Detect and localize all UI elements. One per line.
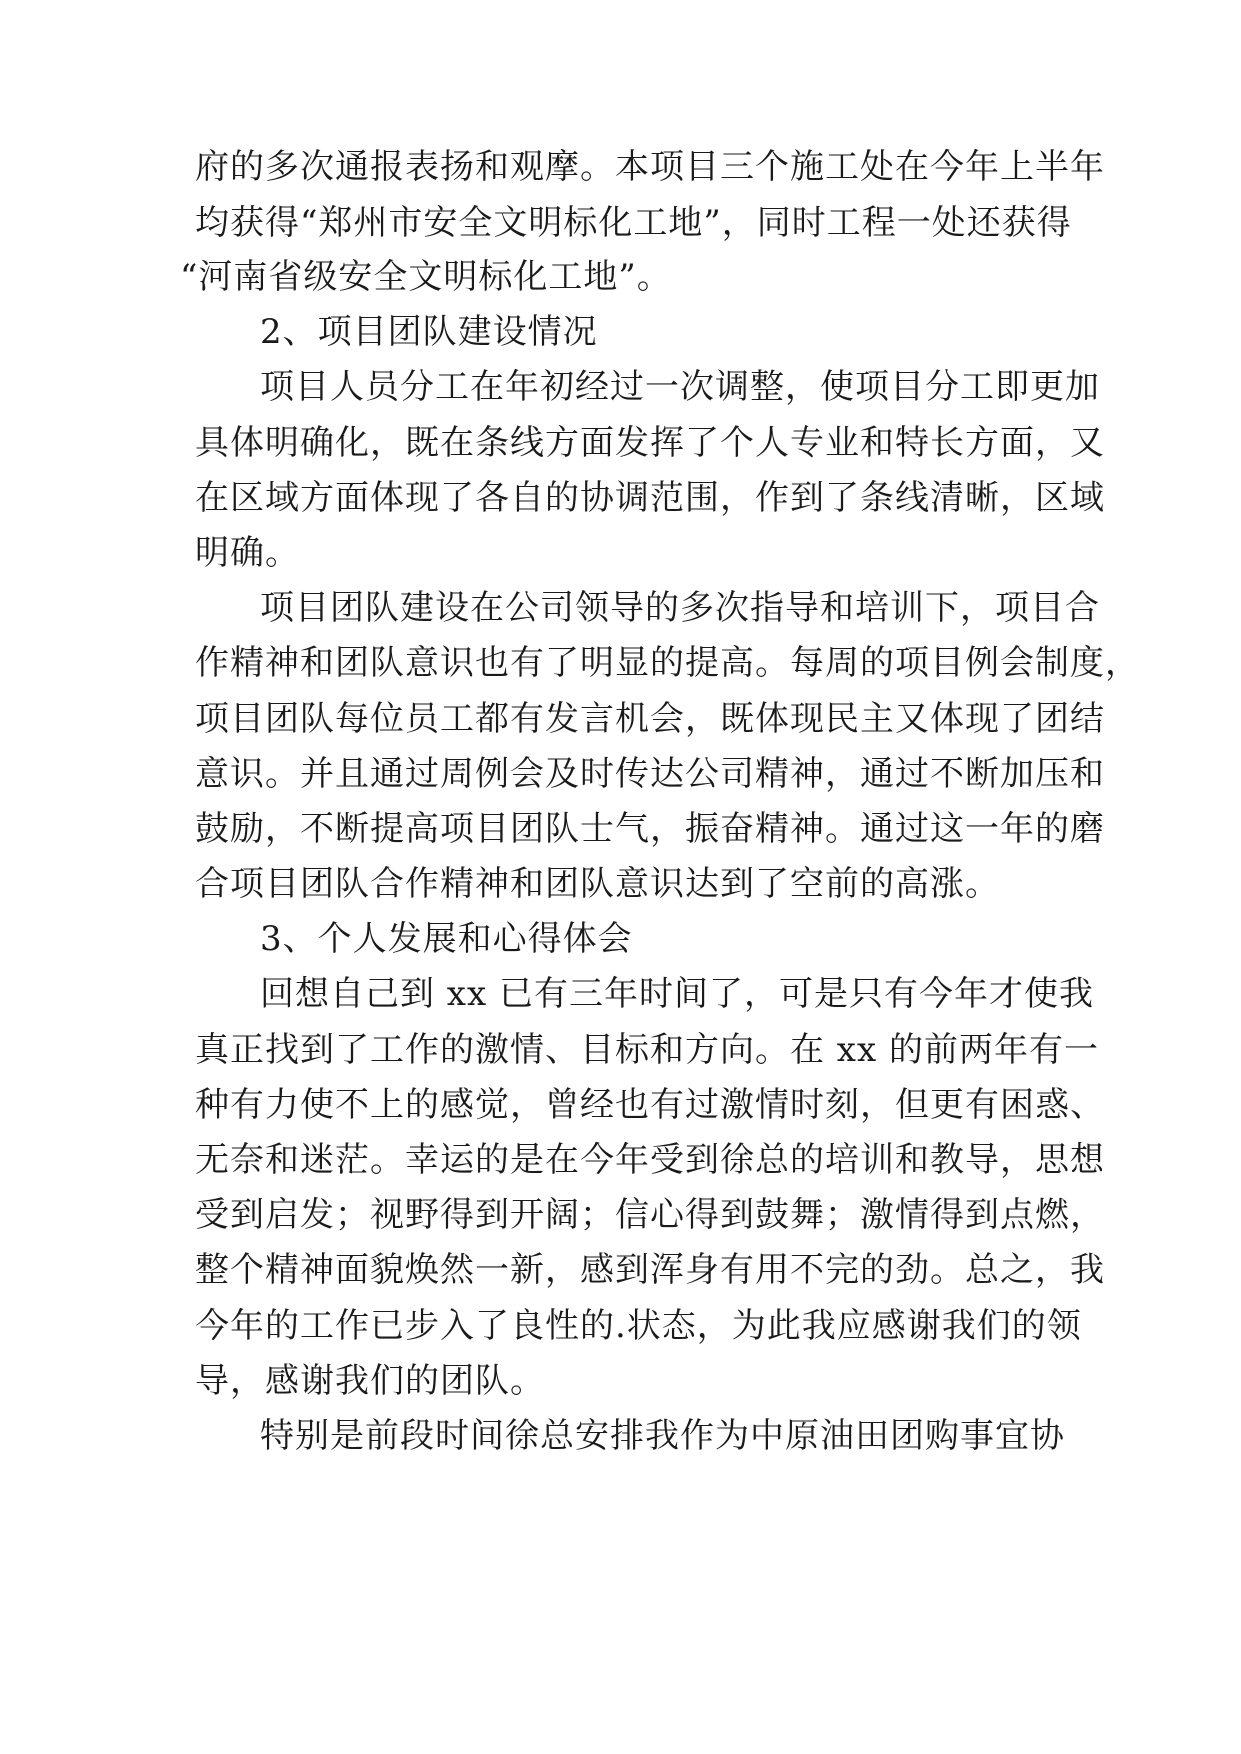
text-line: 整个精神面貌焕然一新，感到浑身有用不完的劲。总之，我 [195, 1250, 1105, 1290]
section-heading: 3、个人发展和心得体会 [260, 919, 633, 959]
text-line: 真正找到了工作的激情、目标和方向。在 xx 的前两年有一 [195, 1030, 1099, 1070]
text-line: 府的多次通报表扬和观摩。本项目三个施工处在今年上半年 [195, 147, 1105, 187]
text-line: 项目人员分工在年初经过一次调整，使项目分工即更加 [260, 367, 1100, 407]
text-line: 回想自己到 xx 已有三年时间了，可是只有今年才使我 [260, 974, 1094, 1014]
text-line: 鼓励，不断提高项目团队士气，振奋精神。通过这一年的磨 [195, 809, 1105, 849]
text-line: 项目团队建设在公司领导的多次指导和培训下，项目合 [260, 588, 1100, 628]
text-line: “河南省级安全文明标化工地”。 [180, 257, 672, 297]
text-line: 作精神和团队意识也有了明显的提高。每周的项目例会制度， [195, 643, 1140, 683]
text-line: 无奈和迷茫。幸运的是在今年受到徐总的培训和教导，思想 [195, 1140, 1105, 1180]
text-line: 均获得“郑州市安全文明标化工地”，同时工程一处还获得 [195, 203, 1072, 243]
text-line: 导，感谢我们的团队。 [195, 1361, 545, 1401]
text-line: 种有力使不上的感觉，曾经也有过激情时刻，但更有困惑、 [195, 1085, 1105, 1125]
text-line: 项目团队每位员工都有发言机会，既体现民主又体现了团结 [195, 699, 1105, 739]
text-line: 受到启发；视野得到开阔；信心得到鼓舞；激情得到点燃， [195, 1195, 1105, 1235]
text-line: 明确。 [195, 533, 300, 573]
text-line: 特别是前段时间徐总安排我作为中原油田团购事宜协 [260, 1416, 1065, 1456]
section-heading: 2、项目团队建设情况 [260, 312, 598, 352]
text-line: 在区域方面体现了各自的协调范围，作到了条线清晰，区域 [195, 478, 1105, 518]
text-line: 意识。并且通过周例会及时传达公司精神，通过不断加压和 [195, 754, 1105, 794]
text-line: 具体明确化，既在条线方面发挥了个人专业和特长方面，又 [195, 423, 1105, 463]
text-line: 今年的工作已步入了良性的.状态，为此我应感谢我们的领 [195, 1306, 1082, 1346]
text-line: 合项目团队合作精神和团队意识达到了空前的高涨。 [195, 864, 1000, 904]
